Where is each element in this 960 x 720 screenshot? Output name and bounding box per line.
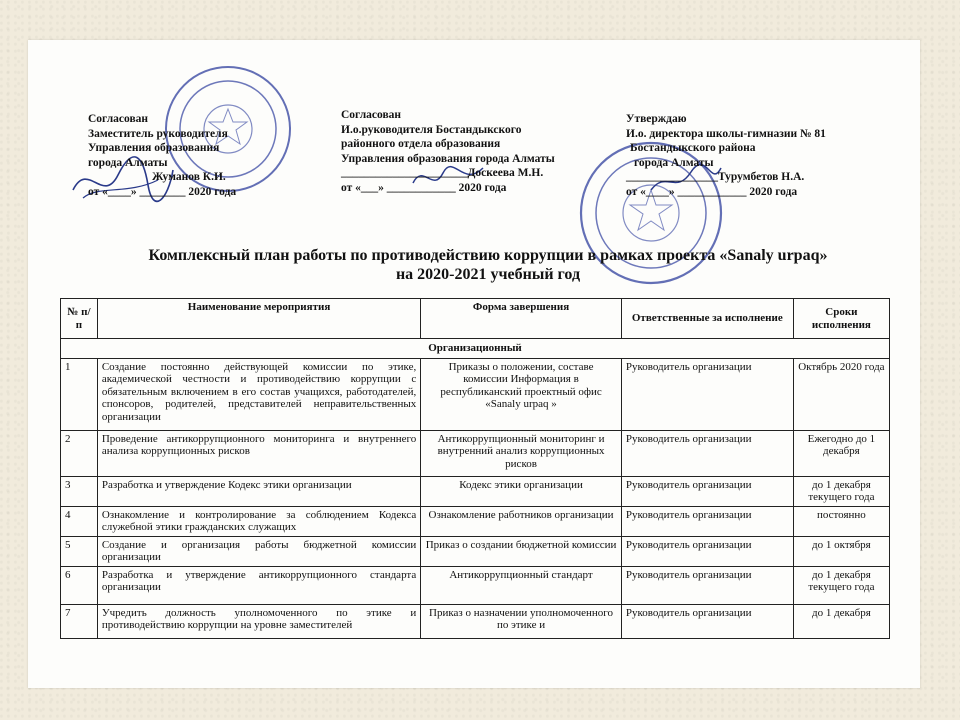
cell-term: до 1 декабря текущего года: [793, 476, 889, 506]
title-line-2: на 2020-2021 учебный год: [395, 266, 581, 283]
approval-line: И.о. директора школы-гимназии № 81: [626, 127, 826, 140]
header-responsible: Ответственные за исполнение: [621, 299, 793, 339]
title-line-1: Комплексный план работы по противодействию коррупции в рамках проекта «Sanaly urpaq»: [148, 247, 828, 264]
cell-name: Ознакомление и контролирование за соблюдением Кодекса служебной этики гражданских служащих: [97, 506, 420, 536]
approval-line: Управления образования: [88, 142, 220, 154]
cell-name: Разработка и утверждение антикоррупционного стандарта организации: [97, 566, 420, 604]
cell-num: 7: [61, 604, 98, 638]
approval-line: Жуманов К.И.: [152, 171, 226, 183]
cell-num: 2: [61, 430, 98, 476]
cell-form: Ознакомление работников организации: [421, 506, 622, 536]
approval-block-middle: [341, 108, 601, 195]
approval-line: Утверждаю: [626, 113, 687, 125]
approval-date: от «____» ____________ 2020 года: [626, 185, 798, 198]
approval-line: ______________________Доскеева М.Н.: [341, 167, 544, 179]
header-name: Наименование мероприятия: [97, 299, 420, 339]
cell-term: Октябрь 2020 года: [793, 358, 889, 430]
approval-line: Управления образования города Алматы: [341, 152, 555, 165]
document-page: [28, 40, 920, 688]
cell-term: до 1 декабря текущего года: [793, 566, 889, 604]
table-header-row: [61, 299, 890, 339]
cell-form: Кодекс этики организации: [421, 476, 622, 506]
approval-line: районного отдела образования: [341, 138, 501, 150]
cell-num: 3: [61, 476, 98, 506]
plan-table: [60, 298, 890, 639]
cell-responsible: Руководитель организации: [621, 430, 793, 476]
table-row: [61, 566, 890, 604]
approval-line: Согласован: [341, 109, 402, 121]
approval-line: города Алматы: [634, 156, 714, 169]
cell-term: до 1 октября: [793, 536, 889, 566]
cell-responsible: Руководитель организации: [621, 604, 793, 638]
approval-line: Бостандыкского района: [630, 142, 756, 154]
table-row: [61, 430, 890, 476]
cell-name: Проведение антикоррупционного мониторинга и внутреннего анализа коррупционных рисков: [97, 430, 420, 476]
cell-responsible: Руководитель организации: [621, 536, 793, 566]
header-term: Сроки исполнения: [793, 299, 889, 339]
section-row: [61, 339, 890, 359]
approval-block-left: [88, 112, 298, 199]
cell-name: Учредить должность уполномоченного по этике и противодействию коррупции на уровне заместителей: [97, 604, 420, 638]
cell-responsible: Руководитель организации: [621, 566, 793, 604]
approval-line: Согласован: [88, 113, 149, 125]
approval-line: города Алматы: [88, 156, 168, 169]
table-row: [61, 604, 890, 638]
approval-date: от «____» ________ 2020 года: [88, 185, 237, 198]
cell-term: Ежегодно до 1 декабря: [793, 430, 889, 476]
approval-date: от «___» ____________ 2020 года: [341, 181, 507, 194]
cell-num: 4: [61, 506, 98, 536]
cell-form: Антикоррупционный мониторинг и внутренний анализ коррупционных рисков: [421, 430, 622, 476]
approval-line: Заместитель руководителя: [88, 127, 228, 140]
header-form: Форма завершения: [421, 299, 622, 339]
cell-name: Разработка и утверждение Кодекс этики организации: [97, 476, 420, 506]
cell-name: Создание и организация работы бюджетной комиссии организации: [97, 536, 420, 566]
cell-num: 1: [61, 358, 98, 430]
cell-term: постоянно: [793, 506, 889, 536]
cell-form: Приказ о назначении уполномоченного по этике и: [421, 604, 622, 638]
header-num: № п/п: [61, 299, 98, 339]
cell-num: 5: [61, 536, 98, 566]
section-title: Организационный: [61, 339, 890, 359]
cell-form: Приказы о положении, составе комиссии Информация в республиканский проектный офис «Sanaly urpaq »: [421, 358, 622, 430]
table-row: [61, 506, 890, 536]
cell-num: 6: [61, 566, 98, 604]
approval-block-right: [626, 112, 851, 199]
table-row: [61, 476, 890, 506]
table-row: [61, 358, 890, 430]
cell-form: Антикоррупционный стандарт: [421, 566, 622, 604]
cell-term: до 1 декабря: [793, 604, 889, 638]
approval-line: ________________Турумбетов Н.А.: [626, 171, 805, 183]
cell-name: Создание постоянно действующей комиссии по этике, академической честности и противодействию коррупции с обязательным включением в его состав учащихся, работодателей, спонсоров, родителей, представителей неправительственных организации: [97, 358, 420, 430]
cell-responsible: Руководитель организации: [621, 358, 793, 430]
approval-line: И.о.руководителя Бостандыкского: [341, 123, 522, 136]
table-row: [61, 536, 890, 566]
cell-responsible: Руководитель организации: [621, 476, 793, 506]
document-title: [118, 246, 858, 284]
cell-form: Приказ о создании бюджетной комиссии: [421, 536, 622, 566]
cell-responsible: Руководитель организации: [621, 506, 793, 536]
